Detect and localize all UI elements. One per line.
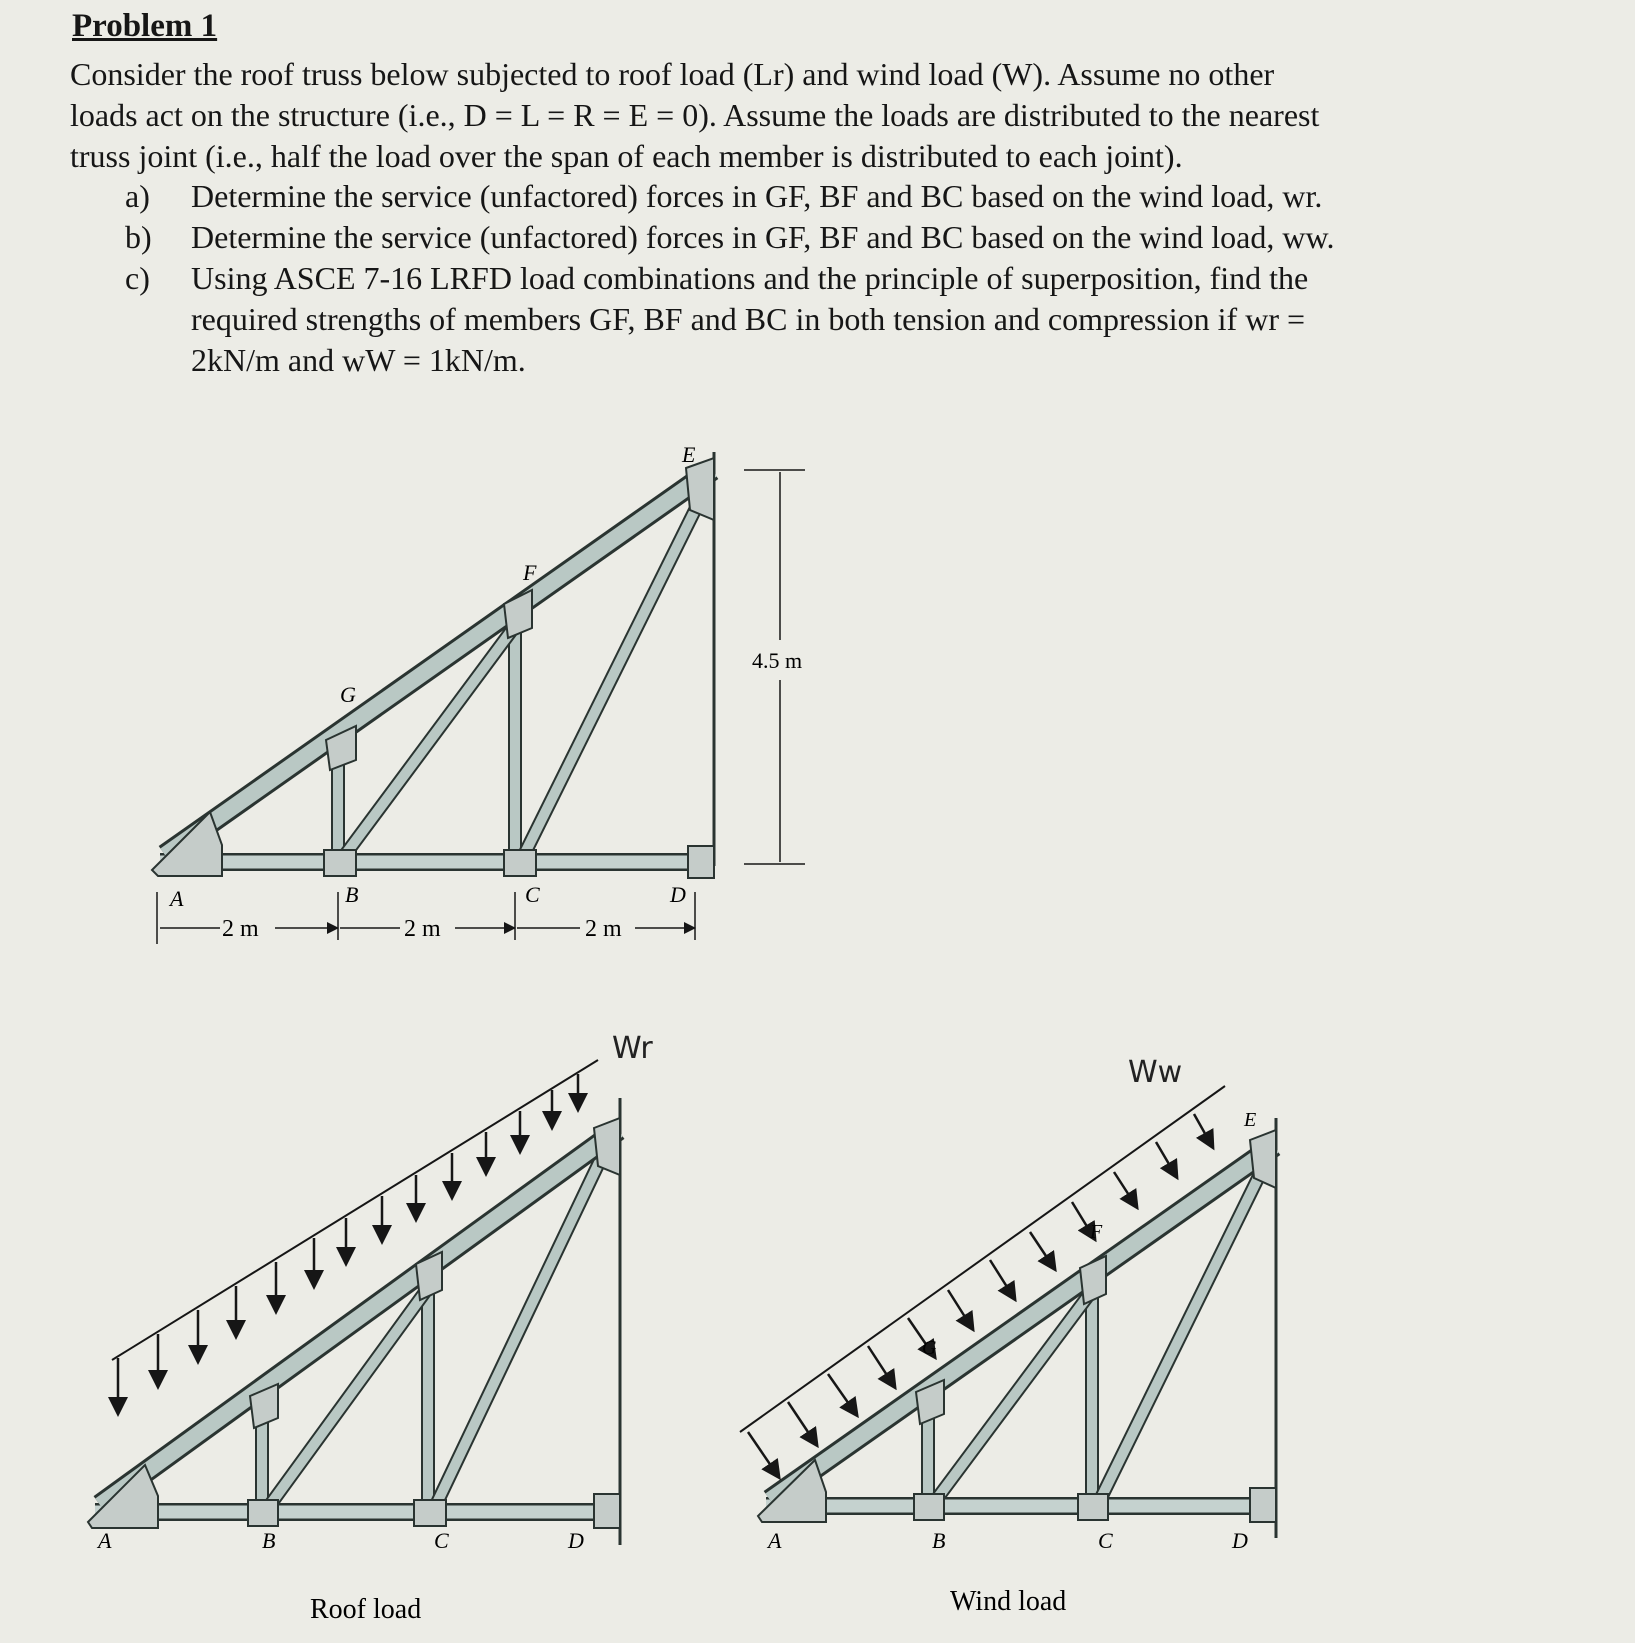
span-dimension: 2 m — [222, 916, 259, 942]
intro-line: Consider the roof truss below subjected to roof load (Lr) and wind load (W). Assume no other — [70, 56, 1275, 92]
joint-label-g: G — [922, 1337, 937, 1359]
problem-heading: Problem 1 — [72, 8, 218, 44]
intro-line: loads act on the structure (i.e., D = L = R = E = 0). Assume the loads are distributed to the nearest — [70, 97, 1320, 133]
joint-label-d: D — [1232, 1528, 1248, 1553]
joint-label-e: E — [682, 442, 696, 467]
joint-label-d: D — [568, 1528, 584, 1553]
part-label: a) — [125, 178, 150, 214]
part-label: c) — [125, 260, 150, 296]
joint-label-d: D — [670, 882, 686, 907]
joint-label-a: A — [98, 1528, 112, 1553]
roof-load-diagram — [88, 1031, 653, 1625]
joint-label-f: F — [1090, 1221, 1103, 1243]
joint-label-g: G — [340, 682, 356, 707]
span-dimension: 2 m — [585, 916, 622, 942]
joint-label-c: C — [525, 882, 540, 907]
intro-line: truss joint (i.e., half the load over the span of each member is distributed to each joint). — [70, 138, 1183, 174]
joint-label-b: B — [345, 882, 359, 907]
part-text: Determine the service (unfactored) forces in GF, BF and BC based on the wind load, wr. — [191, 178, 1323, 214]
span-dimension: 2 m — [404, 916, 441, 942]
wind-load-caption: Wind load — [950, 1586, 1067, 1617]
joint-label-c: C — [1098, 1528, 1113, 1553]
part-text: Using ASCE 7-16 LRFD load combinations and the principle of superposition, find the — [191, 260, 1309, 296]
joint-label-b: B — [262, 1528, 276, 1553]
joint-label-a: A — [170, 886, 184, 911]
part-text: Determine the service (unfactored) forces in GF, BF and BC based on the wind load, ww. — [191, 219, 1335, 255]
load-label-wr: Wr — [612, 1031, 653, 1066]
part-text: required strengths of members GF, BF and BC in both tension and compression if wr = — [191, 301, 1306, 337]
roof-load-caption: Roof load — [310, 1594, 422, 1625]
part-label: b) — [125, 219, 152, 255]
joint-label-b: B — [932, 1528, 946, 1553]
wind-load-diagram — [740, 1055, 1276, 1617]
part-text: 2kN/m and wW = 1kN/m. — [191, 342, 526, 378]
joint-label-a: A — [768, 1528, 782, 1553]
joint-label-c: C — [434, 1528, 449, 1553]
joint-label-f: F — [523, 560, 537, 585]
load-label-ww: Ww — [1128, 1055, 1183, 1090]
joint-label-e: E — [1244, 1109, 1257, 1131]
height-dimension: 4.5 m — [752, 648, 803, 673]
main-truss-diagram — [152, 442, 805, 944]
